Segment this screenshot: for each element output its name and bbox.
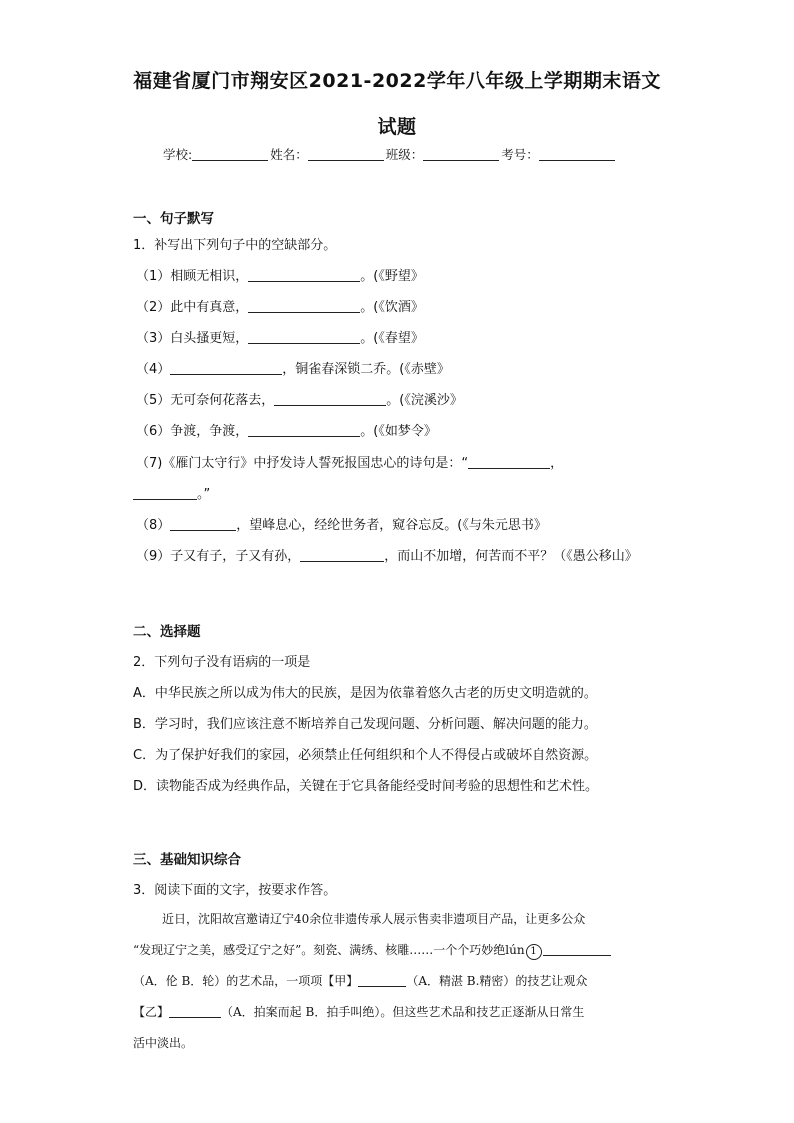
q1-item-7-blank-1[interactable] [468,456,550,469]
q1-item-5 [136,389,463,408]
passage-line-1: 近日，沈阳故宫邀请辽宁40余位非遗传承人展示售卖非遗项目产品，让更多公众 [162,912,586,926]
passage-line-3-pre: （A．伦 B．轮）的艺术品，一项项【甲】 [133,974,359,988]
q2-option-d[interactable]: D．读物能否成为经典作品，关键在于它具备能经受时间考验的思想性和艺术性。 [133,779,599,794]
passage-blank-yi[interactable] [169,1005,221,1018]
passage-blank-1[interactable] [543,943,611,956]
question3-prompt: 3．阅读下面的文字，按要求作答。 [133,883,337,898]
school-label: 学校: [163,147,193,162]
name-label: 姓名： [270,147,308,162]
school-blank[interactable] [192,148,268,161]
q1-item-9-post: ，而山不加增，何苦而不平？（《愚公移山》 [384,549,638,564]
pinyin-lun: lún [505,943,525,957]
class-blank[interactable] [423,148,499,161]
q1-item-3 [136,327,424,346]
q1-item-8-post: ，望峰息心，经纶世务者，窥谷忘反。(《与朱元思书》 [236,518,547,533]
q1-item-8 [136,514,547,533]
q1-item-5-pre: （5）无可奈何花落去， [136,393,275,408]
number-label: 考号： [501,147,539,162]
q1-item-9 [136,545,638,564]
q1-item-1-pre: （1）相顾无相识， [136,269,249,284]
q1-item-7-mid: ， [550,456,564,471]
q1-item-8-blank[interactable] [170,518,236,531]
exam-title-line2: 试题 [377,116,417,138]
passage-line-2-text: “发现辽宁之美，感受辽宁之好”。刻瓷、满绣、核雕……一个个巧妙绝 [133,943,506,957]
question1-prompt: 1．补写出下列句子中的空缺部分。 [133,238,337,253]
q1-item-5-blank[interactable] [274,393,386,406]
exam-title-line1: 福建省厦门市翔安区2021-2022学年八年级上学期期末语文 [133,70,661,92]
q1-item-7-end: 。” [197,487,211,502]
section2-heading: 二、选择题 [133,624,201,640]
q2-option-b[interactable]: B．学习时，我们应该注意不断培养自己发现问题、分析问题、解决问题的能力。 [133,717,597,732]
passage-blank-jia[interactable] [358,974,406,987]
q1-item-9-blank[interactable] [300,549,384,562]
student-info-row [163,145,617,163]
passage-line-3 [133,972,663,989]
passage-line-4-post: （A．拍案而起 B．拍手叫绝）。但这些艺术品和技艺正逐渐从日常生 [221,1005,585,1019]
q1-item-3-pre: （3）白头搔更短， [136,331,249,346]
section3-heading: 三、基础知识综合 [133,852,241,868]
q1-item-7-blank-2[interactable] [133,487,197,500]
q1-item-3-blank[interactable] [248,331,360,344]
q1-item-3-post: 。(《春望》 [360,331,424,346]
q2-option-a[interactable]: A．中华民族之所以成为伟大的民族，是因为依靠着悠久古老的历史文明造就的。 [133,686,597,701]
q1-item-1 [136,265,424,284]
number-blank[interactable] [539,148,615,161]
question2-prompt: 2．下列句子没有语病的一项是 [133,655,311,670]
q1-item-4-pre: （4） [136,362,171,377]
q1-item-1-blank[interactable] [248,269,360,282]
q1-item-4 [136,358,450,377]
q1-item-6-post: 。(《如梦令》 [360,424,437,439]
q1-item-8-pre: （8） [136,518,171,533]
passage-line-2 [133,941,663,960]
class-label: 班级： [385,147,424,162]
q1-item-6 [136,420,437,439]
q1-item-4-blank[interactable] [170,362,282,375]
q1-item-9-pre: （9）子又有子，子又有孙， [136,549,301,564]
q1-item-7 [136,452,563,471]
q1-item-2-blank[interactable] [248,300,360,313]
passage-line-4 [133,1003,663,1020]
circled-number-1: 1 [526,944,542,960]
section1-heading: 一、句子默写 [133,211,214,227]
q1-item-2-post: 。(《饮酒》 [360,300,424,315]
passage-line-5: 活中淡出。 [133,1036,194,1050]
q1-item-7-cont [133,483,210,502]
q1-item-5-post: 。(《浣溪沙》 [386,393,463,408]
q1-item-4-post: ，铜雀春深锁二乔。(《赤壁》 [282,362,450,377]
q1-item-7-pre: （7)《雁门太守行》中抒发诗人誓死报国忠心的诗句是：“ [136,456,469,471]
passage-line-4-pre: 【乙】 [133,1005,170,1019]
q2-option-c[interactable]: C．为了保护好我们的家园，必须禁止任何组织和个人不得侵占或破坏自然资源。 [133,748,598,763]
name-blank[interactable] [308,148,384,161]
q1-item-1-post: 。(《野望》 [360,269,424,284]
q1-item-6-blank[interactable] [248,424,360,437]
passage-line-3-post: （A．精湛 B.精密）的技艺让观众 [406,974,588,988]
q1-item-2 [136,296,424,315]
q1-item-2-pre: （2）此中有真意， [136,300,249,315]
q1-item-6-pre: （6）争渡，争渡， [136,424,249,439]
